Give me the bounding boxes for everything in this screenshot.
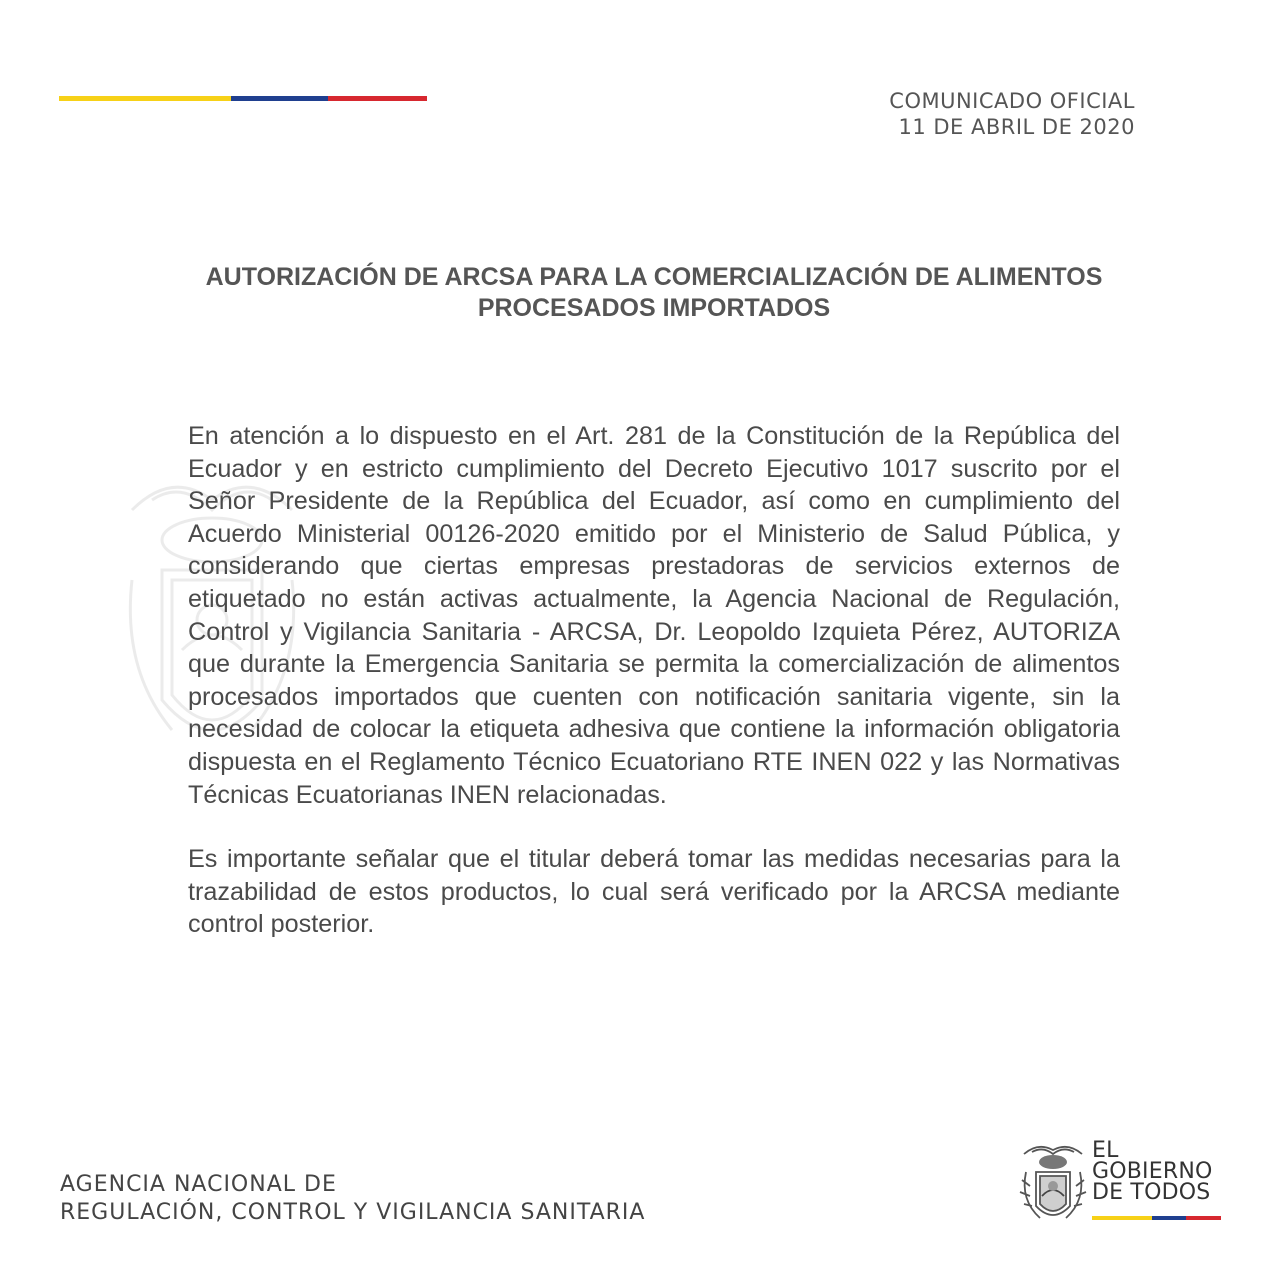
flag-bar-blue [231,96,328,101]
communique-date: 11 DE ABRIL DE 2020 [898,115,1135,139]
communique-header [889,88,1135,140]
communique-body [188,420,1120,973]
wordmark-line-2: GOBIERNO [1092,1159,1213,1184]
body-paragraph-2: Es importante señalar que el titular deberá tomar las medidas necesarias para la trazabilidad de estos productos, lo cual será verificado por la ARCSA mediante control posterior. [188,845,1120,939]
communique-label: COMUNICADO OFICIAL [889,89,1135,113]
body-paragraph-1: En atención a lo dispuesto en el Art. 281 de la Constitución de la República del Ecuador y en estricto cumplimiento del Decreto Ejecutivo 1017 suscrito por el Señor Presidente de la República del Ecuador, así como en cumplimiento del Acuerdo Ministerial 00126-2020 emitido por el Ministerio de Salud Pública, y considerando que ciertas empresas prestadoras de servicios externos de etiquetado no están activas actualmente, la Agencia Nacional de Regulación, Control y Vigilancia Sanitaria - ARCSA, Dr. Leopoldo Izquieta Pérez, AUTORIZA que durante la Emergencia Sanitaria se permita la comercialización de alimentos procesados importados que cuenten con notificación sanitaria vigente, sin la necesidad de colocar la etiqueta adhesiva que contiene la información obligatoria dispuesta en el Reglamento Técnico Ecuatoriano RTE INEN 022 y las Normativas Técnicas Ecuatorianas INEN relacionadas. [188,422,1120,809]
flag-bar-yellow [59,96,231,101]
logo-flag-bar [1092,1216,1221,1220]
agency-name-line-2: REGULACIÓN, CONTROL Y VIGILANCIA SANITARIA [60,1200,646,1225]
agency-name-line-1: AGENCIA NACIONAL DE [60,1172,337,1197]
flag-color-bar [59,96,427,101]
logo-bar-yellow [1092,1216,1152,1220]
agency-name [60,1171,645,1227]
document-title [100,262,1208,324]
gobierno-logo [1018,1140,1228,1226]
gobierno-wordmark [1092,1140,1213,1203]
wordmark-line-3: DE TODOS [1092,1180,1211,1205]
document-title-line-2: PROCESADOS IMPORTADOS [477,294,831,322]
flag-bar-red [328,96,427,101]
ecuador-coat-of-arms-icon [1018,1140,1088,1226]
logo-bar-blue [1152,1216,1186,1220]
wordmark-line-1: EL [1092,1138,1119,1163]
logo-bar-red [1186,1216,1221,1220]
document-title-line-1: AUTORIZACIÓN DE ARCSA PARA LA COMERCIALIZACIÓN DE ALIMENTOS [205,263,1103,291]
